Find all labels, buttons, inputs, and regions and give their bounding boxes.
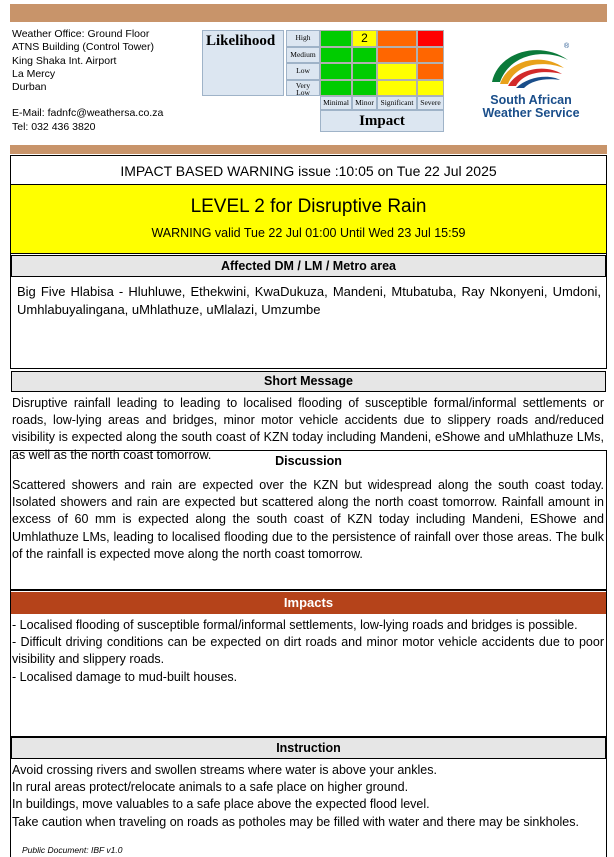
matrix-cell: [352, 47, 377, 64]
instruction-header: Instruction: [11, 737, 606, 759]
office-line: La Mercy: [12, 67, 56, 80]
section-divider-bar: [10, 145, 607, 154]
impacts-header: Impacts: [11, 592, 606, 614]
top-banner-bar: [10, 4, 607, 22]
matrix-cell: [352, 80, 377, 97]
matrix-cell: [377, 63, 417, 80]
short-message-header: Short Message: [11, 371, 606, 392]
office-line: Durban: [12, 81, 47, 94]
likelihood-row-labels: [286, 30, 320, 96]
footer-doc-label: Public Document: IBF v1.0: [22, 845, 123, 855]
col-label-significant: Significant: [377, 96, 417, 110]
col-label-minor: Minor: [352, 96, 377, 110]
matrix-cell: [417, 47, 444, 64]
impact-axis-label: Impact: [320, 110, 444, 132]
instruction-list: [12, 762, 604, 831]
office-email: E-Mail: fadnfc@weathersa.co.za: [12, 107, 164, 120]
matrix-cell: [377, 30, 417, 47]
matrix-grid: [320, 30, 444, 96]
office-tel: Tel: 032 436 3820: [12, 120, 96, 133]
logo-name-line1: South African: [490, 93, 572, 107]
office-line: ATNS Building (Control Tower): [12, 41, 154, 54]
row-label-low: Low: [286, 63, 320, 80]
discussion-text: Scattered showers and rain are expected over the KZN but widespread along the south coast today. Isolated showers and rain are expected but scattered along the north coast tomorrow. Rainfall amount in excess of 60 mm is expected along the south coast of KZN today including Mandeni, EShowe and Umhlathuze LMs, leading to localised flooding due to the persistence of rainfall over those areas. The bulk of the rainfall is expected move along the north coast tomorrow.: [12, 478, 604, 561]
impact-item: - Difficult driving conditions can be expected on dirt roads and minor motor vehicle accidents due to poor visibility and slippery roads.: [12, 635, 604, 667]
instruction-item: Avoid crossing rivers and swollen streams where water is above your ankles.: [12, 763, 437, 777]
discussion-header: Discussion: [275, 454, 342, 468]
matrix-cell: [417, 30, 444, 47]
office-line: Weather Office: Ground Floor: [12, 28, 150, 40]
issue-line: IMPACT BASED WARNING issue :10:05 on Tue 22 Jul 2025: [10, 155, 607, 185]
instruction-item: In rural areas protect/relocate animals to a safe place on higher ground.: [12, 780, 409, 795]
affected-areas-text: Big Five Hlabisa - Hluhluwe, Ethekwini, KwaDukuza, Mandeni, Mtubatuba, Ray Nkonyeni, Umdoni, Umhlabuyalingana, uMhlathuze, uMlalazi, Umzumbe: [17, 284, 601, 317]
saws-logo-swoosh-icon: [470, 38, 592, 94]
warning-validity: WARNING valid Tue 22 Jul 01:00 Until Wed 23 Jul 15:59: [151, 226, 466, 240]
likelihood-label: Likelihood: [202, 30, 284, 96]
row-label-very-low: Very Low: [286, 80, 320, 97]
matrix-cell: [377, 47, 417, 64]
impact-item: - Localised flooding of susceptible formal/informal settlements, low-lying roads and bridges is possible.: [12, 618, 578, 632]
affected-header: Affected DM / LM / Metro area: [11, 255, 606, 277]
office-line: King Shaka Int. Airport: [12, 54, 117, 67]
warning-level-banner: [10, 185, 607, 253]
col-label-severe: Severe: [417, 96, 444, 110]
col-label-minimal: Minimal: [320, 96, 352, 110]
matrix-cell: [320, 80, 352, 97]
short-message-text: Disruptive rainfall leading to leading to localised flooding of susceptible formal/informal settlements or roads, low-lying areas and bridges, minor motor vehicle accidents due to slippery roads and/reduced visibility is expected along the south coast of KZN today including Mandeni, eShowe and uMhlathuze LMs, as well as the north coast tomorrow.: [12, 396, 604, 462]
matrix-cell: [377, 80, 417, 97]
saws-logo: [470, 38, 592, 128]
impact-column-labels: [320, 96, 444, 110]
logo-name-line2: Weather Service: [482, 106, 580, 120]
warning-level-title: LEVEL 2 for Disruptive Rain: [190, 196, 427, 217]
matrix-cell: [417, 80, 444, 97]
matrix-cell: [417, 63, 444, 80]
row-label-medium: Medium: [286, 47, 320, 64]
matrix-cell-selected: 2: [352, 30, 377, 47]
instruction-item: Take caution when traveling on roads as potholes may be filled with water and there may be sinkholes.: [12, 814, 579, 829]
office-contact-block: [12, 28, 163, 134]
instruction-item: In buildings, move valuables to a safe place above the expected flood level.: [12, 797, 430, 812]
impact-item: - Localised damage to mud-built houses.: [12, 669, 238, 684]
matrix-cell: [320, 63, 352, 80]
registered-mark: ®: [564, 43, 570, 50]
matrix-cell: [320, 30, 352, 47]
matrix-cell: [352, 63, 377, 80]
row-label-high: High: [286, 30, 320, 47]
impacts-list: [12, 617, 604, 686]
matrix-cell: [320, 47, 352, 64]
